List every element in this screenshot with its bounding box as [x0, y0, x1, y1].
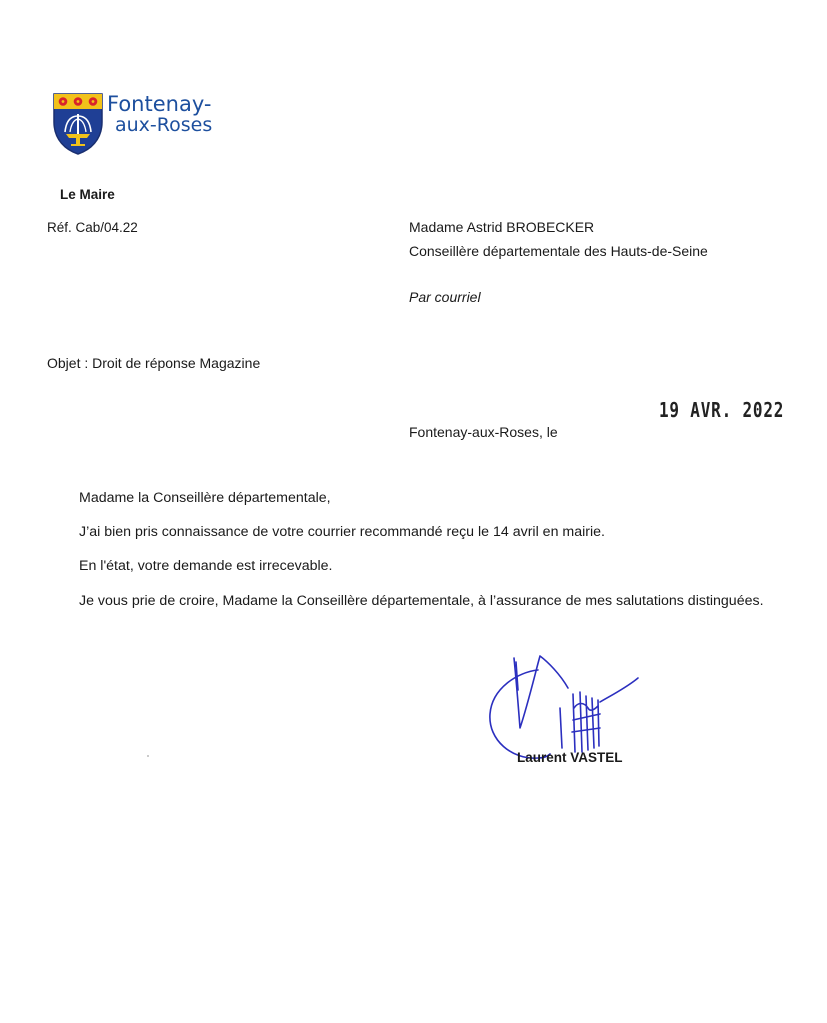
reference-number: Réf. Cab/04.22	[47, 220, 138, 235]
logo-line-1: Fontenay-	[107, 92, 212, 116]
sender-title: Le Maire	[60, 187, 115, 202]
closing-paragraph: Je vous prie de croire, Madame la Conseillère départementale, à l’assurance de mes salutations distinguées.	[79, 593, 764, 609]
body-paragraph-2: En l'état, votre demande est irrecevable.	[79, 558, 333, 574]
recipient-name: Madame Astrid BROBECKER	[409, 219, 595, 235]
delivery-method: Par courriel	[409, 289, 481, 305]
place-line: Fontenay-aux-Roses, le	[409, 424, 558, 440]
subject-line: Objet : Droit de réponse Magazine	[47, 355, 261, 371]
signatory-name: Laurent VASTEL	[517, 750, 623, 765]
date-stamp: 19 AVR. 2022	[659, 398, 785, 422]
coat-of-arms-icon	[52, 92, 104, 156]
body-paragraph-1: J’ai bien pris connaissance de votre courrier recommandé reçu le 14 avril en mairie.	[79, 524, 605, 540]
paper-speck	[147, 755, 149, 757]
salutation: Madame la Conseillère départementale,	[79, 490, 331, 506]
logo-line-2: aux-Roses	[115, 114, 213, 136]
letterhead-logo	[52, 92, 227, 156]
recipient-position: Conseillère départementale des Hauts-de-Seine	[409, 243, 708, 259]
